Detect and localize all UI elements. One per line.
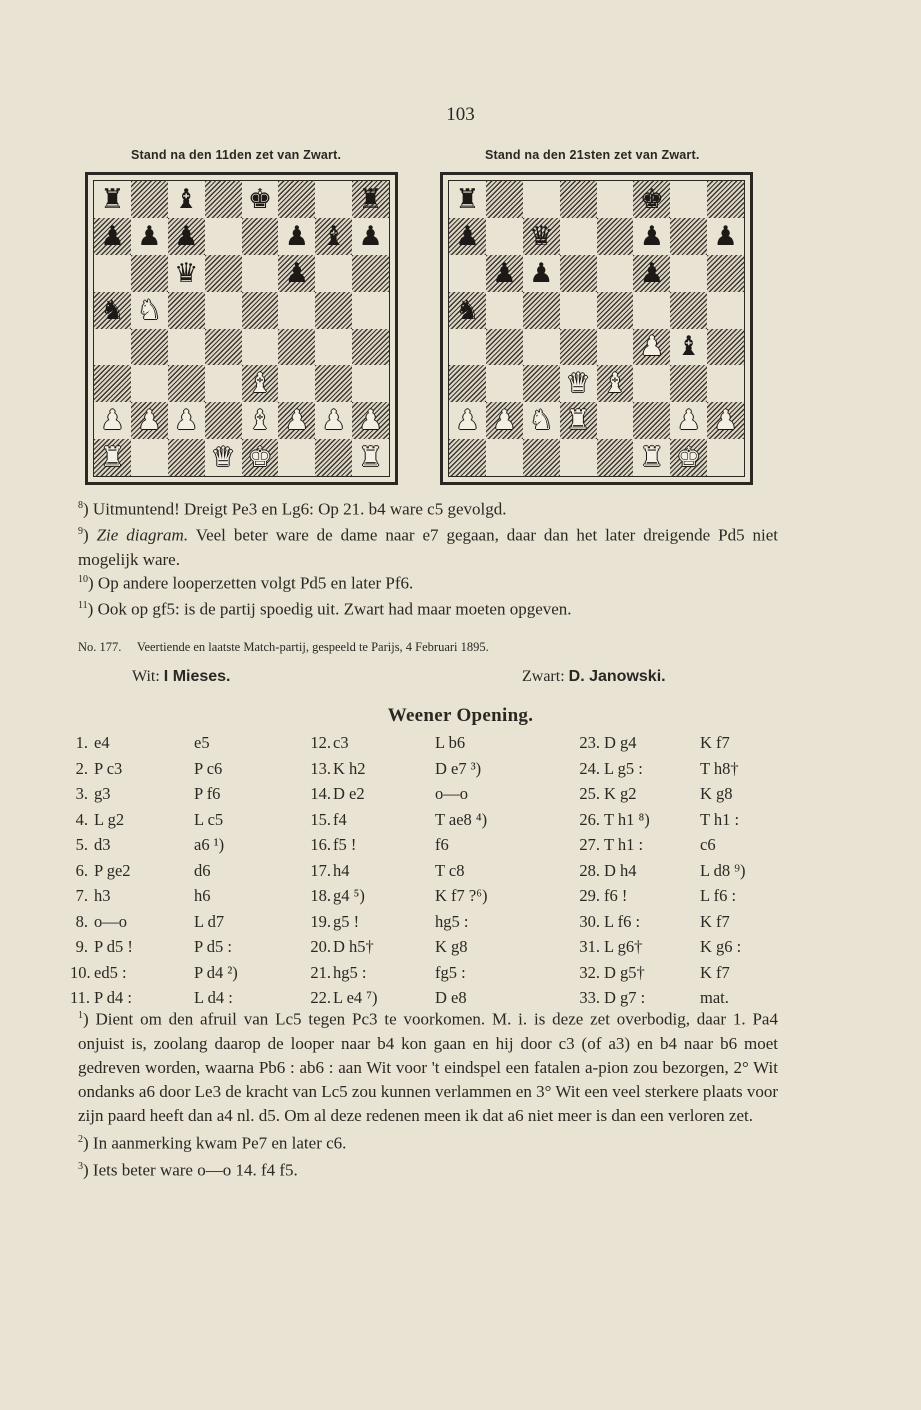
note-8: $^8$) Uitmuntend! Dreigt Pe3 en Lg6: Op 21. b4 ware c5 gevolgd. <box>78 499 507 519</box>
board-square <box>205 255 242 292</box>
black-move: T h1 : <box>700 809 740 829</box>
white-move: g5 ! <box>333 911 360 931</box>
black-move: P c6 <box>194 758 223 778</box>
board-square <box>486 181 523 218</box>
move-number: 1. <box>75 733 88 752</box>
white-move: T h1 ⁸) <box>604 809 650 829</box>
move-number: 33. <box>579 988 600 1007</box>
game-number: No. 177. <box>78 640 122 654</box>
move-number: 5. <box>75 835 88 854</box>
board-square <box>168 329 205 366</box>
black-move: L d8 ⁹) <box>700 860 746 880</box>
page-number: 103 <box>446 104 475 125</box>
game-header <box>78 640 489 655</box>
black-move: hg5 : <box>435 911 469 931</box>
board-square <box>278 181 315 218</box>
black-move: K f7 <box>700 911 730 931</box>
white-move: e4 <box>94 733 110 752</box>
board-square <box>670 255 707 292</box>
board-square <box>315 181 352 218</box>
move-number: 9. <box>75 937 88 956</box>
white-queen-icon: ♛ <box>565 368 591 400</box>
move-number: 30. <box>579 911 600 931</box>
board-square <box>205 365 242 402</box>
black-rook-icon: ♜ <box>352 181 389 218</box>
white-move: h3 <box>94 886 111 905</box>
white-bishop-icon: ♝ <box>242 365 279 402</box>
white-knight-icon: ♞ <box>529 405 554 437</box>
black-move: K f7 <box>700 962 730 982</box>
board-square <box>315 255 352 292</box>
white-move: L g2 <box>94 809 125 829</box>
black-pawn-icon: ♟ <box>284 220 309 252</box>
board-square <box>560 218 597 255</box>
white-pawn-icon: ♟ <box>131 402 168 439</box>
black-move: L b6 <box>435 733 466 752</box>
white-move: L e4 ⁷) <box>333 988 378 1007</box>
black-move: D e7 ³) <box>435 758 482 778</box>
black-move: e5 <box>194 733 210 752</box>
white-queen-icon: ♛ <box>210 442 236 474</box>
black-move: o—o <box>435 784 468 803</box>
board-square <box>131 439 168 476</box>
board-square <box>486 329 523 366</box>
board-square <box>205 292 242 329</box>
board-square <box>597 329 634 366</box>
opening-title: Weener Opening. <box>387 705 534 726</box>
board-square <box>131 255 168 292</box>
board-square <box>597 292 634 329</box>
board-square <box>168 365 205 402</box>
board-square <box>315 292 352 329</box>
black-move: L f6 : <box>700 886 737 905</box>
board-square <box>278 329 315 366</box>
board-square <box>523 439 560 476</box>
footnote-2: $^2$) In aanmerking kwam Pe7 en later c6. <box>78 1133 347 1153</box>
white-move: D g4 <box>604 733 637 752</box>
white-pawn-icon: ♟ <box>455 405 480 437</box>
white-move: P d5 ! <box>94 937 133 956</box>
board-square <box>707 439 744 476</box>
move-number: 4. <box>75 809 88 829</box>
black-player: Zwart: D. Janowski. <box>522 668 666 685</box>
white-knight-icon: ♞ <box>137 294 162 326</box>
move-number: 25. <box>579 784 600 803</box>
board-square <box>486 365 523 402</box>
board-square <box>352 365 389 402</box>
board-square <box>449 329 486 366</box>
black-pawn-icon: ♟ <box>639 220 664 252</box>
black-pawn-icon: ♟ <box>486 255 523 292</box>
board-square <box>633 365 670 402</box>
board-square <box>352 292 389 329</box>
board-square <box>707 365 744 402</box>
move-number: 12. <box>310 733 331 752</box>
white-pawn-icon: ♟ <box>321 405 346 437</box>
white-move: c3 <box>333 733 349 752</box>
board-square <box>633 402 670 439</box>
white-move: L f6 : <box>604 911 641 931</box>
move-number: 20. <box>310 937 331 956</box>
black-move: K f7 <box>700 733 730 752</box>
move-number: 31. <box>579 937 600 956</box>
black-knight-icon: ♞ <box>449 292 486 329</box>
white-pawn-icon: ♟ <box>486 402 523 439</box>
move-number: 32. <box>579 962 600 982</box>
move-number: 18. <box>310 886 331 905</box>
board-square <box>523 181 560 218</box>
board-square <box>670 218 707 255</box>
move-number: 6. <box>75 860 88 880</box>
black-queen-icon: ♛ <box>174 257 199 289</box>
black-pawn-icon: ♟ <box>633 255 670 292</box>
board-grid <box>93 180 390 477</box>
board-square <box>242 255 279 292</box>
board-square <box>94 329 131 366</box>
white-move: h4 <box>333 860 350 880</box>
white-bishop-icon: ♝ <box>247 405 273 437</box>
game-title: Veertiende en laatste Match-partij, gespeeld te Parijs, 4 Februari 1895. <box>136 640 489 654</box>
black-pawn-icon: ♟ <box>529 257 554 289</box>
board-square <box>94 365 131 402</box>
move-number: 24. <box>579 758 600 778</box>
black-pawn-icon: ♟ <box>449 218 486 255</box>
white-pawn-icon: ♟ <box>278 402 315 439</box>
black-rook-icon: ♜ <box>100 183 125 215</box>
black-queen-icon: ♛ <box>523 218 560 255</box>
black-king-icon: ♚ <box>633 181 670 218</box>
board-square <box>597 218 634 255</box>
black-move: K g8 <box>435 937 468 956</box>
white-move: D h5† <box>333 937 374 956</box>
black-bishop-icon: ♝ <box>315 218 352 255</box>
board-square <box>278 439 315 476</box>
black-pawn-icon: ♟ <box>94 218 131 255</box>
board-square <box>560 255 597 292</box>
white-rook-icon: ♜ <box>560 402 597 439</box>
board-square <box>449 255 486 292</box>
white-pawn-icon: ♟ <box>676 405 701 437</box>
white-move: D e2 <box>333 784 365 803</box>
white-move: L g5 : <box>604 758 643 778</box>
diagram-1-caption: Stand na den 11den zet van Zwart. <box>131 148 342 162</box>
board-square <box>352 255 389 292</box>
black-move: P d4 ²) <box>194 962 238 982</box>
black-pawn-icon: ♟ <box>358 220 383 252</box>
move-number: 22. <box>310 988 331 1007</box>
move-number: 28. <box>579 860 600 880</box>
board-square <box>560 292 597 329</box>
board-square <box>205 218 242 255</box>
white-move: f4 <box>333 809 347 829</box>
board-square <box>205 402 242 439</box>
black-bishop-icon: ♝ <box>676 331 701 363</box>
note-9: $^9$) Zie diagram. Veel beter ware de dame naar e7 gegaan, daar dan het later dreigende Pd5 niet mogelijk ware. <box>78 525 778 569</box>
black-move: T c8 <box>435 860 465 880</box>
white-rook-icon: ♜ <box>358 442 383 474</box>
board-square <box>597 402 634 439</box>
board-square <box>523 292 560 329</box>
white-move: P d4 : <box>94 988 132 1007</box>
white-move: D h4 <box>604 860 637 880</box>
white-king-icon: ♚ <box>670 439 707 476</box>
note-10: $^{10}$) Op andere looperzetten volgt Pd5 en later Pf6. <box>78 573 414 593</box>
move-number: 7. <box>75 886 88 905</box>
white-move: L g6† <box>604 937 643 956</box>
white-pawn-icon: ♟ <box>352 402 389 439</box>
board-square <box>523 329 560 366</box>
board-grid <box>448 180 745 477</box>
move-number: 11. <box>70 988 91 1007</box>
move-number: 2. <box>75 758 88 778</box>
chess-diagram-1 <box>85 172 398 485</box>
black-move: mat. <box>700 988 729 1007</box>
move-number: 29. <box>579 886 600 905</box>
white-pawn-icon: ♟ <box>100 405 125 437</box>
black-pawn-icon: ♟ <box>168 218 205 255</box>
move-number: 21. <box>310 962 331 982</box>
board-square <box>242 329 279 366</box>
board-square <box>707 255 744 292</box>
board-square <box>670 365 707 402</box>
black-move: P f6 <box>194 784 221 803</box>
board-square <box>449 439 486 476</box>
black-move: d6 <box>194 860 211 880</box>
board-square <box>707 181 744 218</box>
white-move: P ge2 <box>94 860 131 880</box>
board-square <box>205 329 242 366</box>
white-bishop-icon: ♝ <box>597 365 634 402</box>
board-square <box>633 292 670 329</box>
board-square <box>597 439 634 476</box>
board-square <box>242 218 279 255</box>
black-move: c6 <box>700 835 716 854</box>
board-square <box>486 439 523 476</box>
black-move: h6 <box>194 886 211 905</box>
white-move: g4 ⁵) <box>333 886 365 905</box>
black-move: fg5 : <box>435 962 466 982</box>
board-square <box>707 329 744 366</box>
board-square <box>486 292 523 329</box>
chess-diagram-2 <box>440 172 753 485</box>
white-move: K h2 <box>333 758 366 778</box>
white-pawn-icon: ♟ <box>633 329 670 366</box>
black-move: D e8 <box>435 988 467 1007</box>
board-square <box>523 365 560 402</box>
move-number: 8. <box>75 911 88 931</box>
black-move: K g6 : <box>700 937 742 956</box>
move-number: 14. <box>310 784 331 803</box>
board-square <box>278 292 315 329</box>
board-square <box>131 365 168 402</box>
white-rook-icon: ♜ <box>639 442 664 474</box>
black-move: T h8† <box>700 758 739 778</box>
white-move: ed5 : <box>94 962 127 982</box>
move-number: 15. <box>310 809 331 829</box>
board-square <box>315 329 352 366</box>
white-rook-icon: ♜ <box>94 439 131 476</box>
footnotes <box>78 1004 778 1183</box>
note-11: $^{11}$) Ook op gf5: is de partij spoedig uit. Zwart had maar moeten opgeven. <box>78 599 572 619</box>
board-square <box>278 365 315 402</box>
move-number: 16. <box>310 835 331 854</box>
white-move: o—o <box>94 911 127 931</box>
black-move: a6 ¹) <box>194 835 225 854</box>
white-move: hg5 : <box>333 962 367 982</box>
board-square <box>560 181 597 218</box>
board-square <box>670 292 707 329</box>
board-square <box>352 329 389 366</box>
board-square <box>560 439 597 476</box>
white-move: f5 ! <box>333 835 357 854</box>
board-square <box>670 181 707 218</box>
move-number: 17. <box>310 860 331 880</box>
board-square <box>168 292 205 329</box>
white-move: P c3 <box>94 758 123 778</box>
white-move: f6 ! <box>604 886 628 905</box>
white-pawn-icon: ♟ <box>174 405 199 437</box>
white-move: D g5† <box>604 962 645 982</box>
black-pawn-icon: ♟ <box>278 255 315 292</box>
board-square <box>560 329 597 366</box>
black-knight-icon: ♞ <box>94 292 131 329</box>
black-bishop-icon: ♝ <box>174 183 199 215</box>
black-move: K g8 <box>700 784 733 803</box>
black-pawn-icon: ♟ <box>713 220 738 252</box>
board-square <box>315 439 352 476</box>
black-move: T ae8 ⁴) <box>435 809 488 829</box>
board-square <box>707 292 744 329</box>
footnote-3: $^3$) Iets beter ware o—o 14. f4 f5. <box>78 1160 298 1180</box>
board-square <box>242 292 279 329</box>
move-number: 23. <box>579 733 600 752</box>
black-rook-icon: ♜ <box>455 183 480 215</box>
black-move: K f7 ?⁶) <box>435 886 488 905</box>
white-move: d3 <box>94 835 111 854</box>
move-number: 27. <box>579 835 600 854</box>
move-number: 13. <box>310 758 331 778</box>
board-square <box>168 439 205 476</box>
board-square <box>131 329 168 366</box>
black-pawn-icon: ♟ <box>137 220 162 252</box>
white-king-icon: ♚ <box>242 439 279 476</box>
diagram-2-caption: Stand na den 21sten zet van Zwart. <box>485 148 700 162</box>
board-square <box>131 181 168 218</box>
white-player: Wit: I Mieses. <box>132 668 231 685</box>
white-move: K g2 <box>604 784 637 803</box>
board-square <box>449 365 486 402</box>
move-number: 19. <box>310 911 331 931</box>
board-square <box>94 255 131 292</box>
move-number: 26. <box>579 809 600 829</box>
black-move: f6 <box>435 835 449 854</box>
black-move: P d5 : <box>194 937 232 956</box>
board-square <box>597 255 634 292</box>
board-square <box>486 218 523 255</box>
white-move: T h1 : <box>604 835 644 854</box>
black-move: L d4 : <box>194 988 233 1007</box>
black-move: L d7 <box>194 911 225 931</box>
black-move: L c5 <box>194 809 224 829</box>
board-square <box>205 181 242 218</box>
footnote-1: $^1$) Dient om den afruil van Lc5 tegen Pc3 te voorkomen. M. i. is deze zet overbodig, daar 1. Pa4 onjuist is, zoolang daarop de looper naar b4 kon gaan en hij door c3 (of a3) en b4 naar b6 moet gedreven worden, waarna Pb6 : ab6 : aan Wit voor 't eindspel een fatalen a-pion zou bezorgen, 2° Wit ondanks a6 door Le3 de kracht van Lc5 zou kunnen verlammen en 3° Wit een veel sterkere plaats voor zijn paard heeft dan a4 nl. d5. Om al deze redenen meen ik dat a6 niet meer is dan een verloren zet. <box>78 1009 778 1125</box>
white-move: g3 <box>94 784 111 803</box>
white-pawn-icon: ♟ <box>707 402 744 439</box>
black-king-icon: ♚ <box>247 183 273 215</box>
board-square <box>597 181 634 218</box>
move-number: 3. <box>75 784 88 803</box>
move-number: 10. <box>70 962 91 982</box>
white-move: D g7 : <box>604 988 646 1007</box>
board-square <box>315 365 352 402</box>
